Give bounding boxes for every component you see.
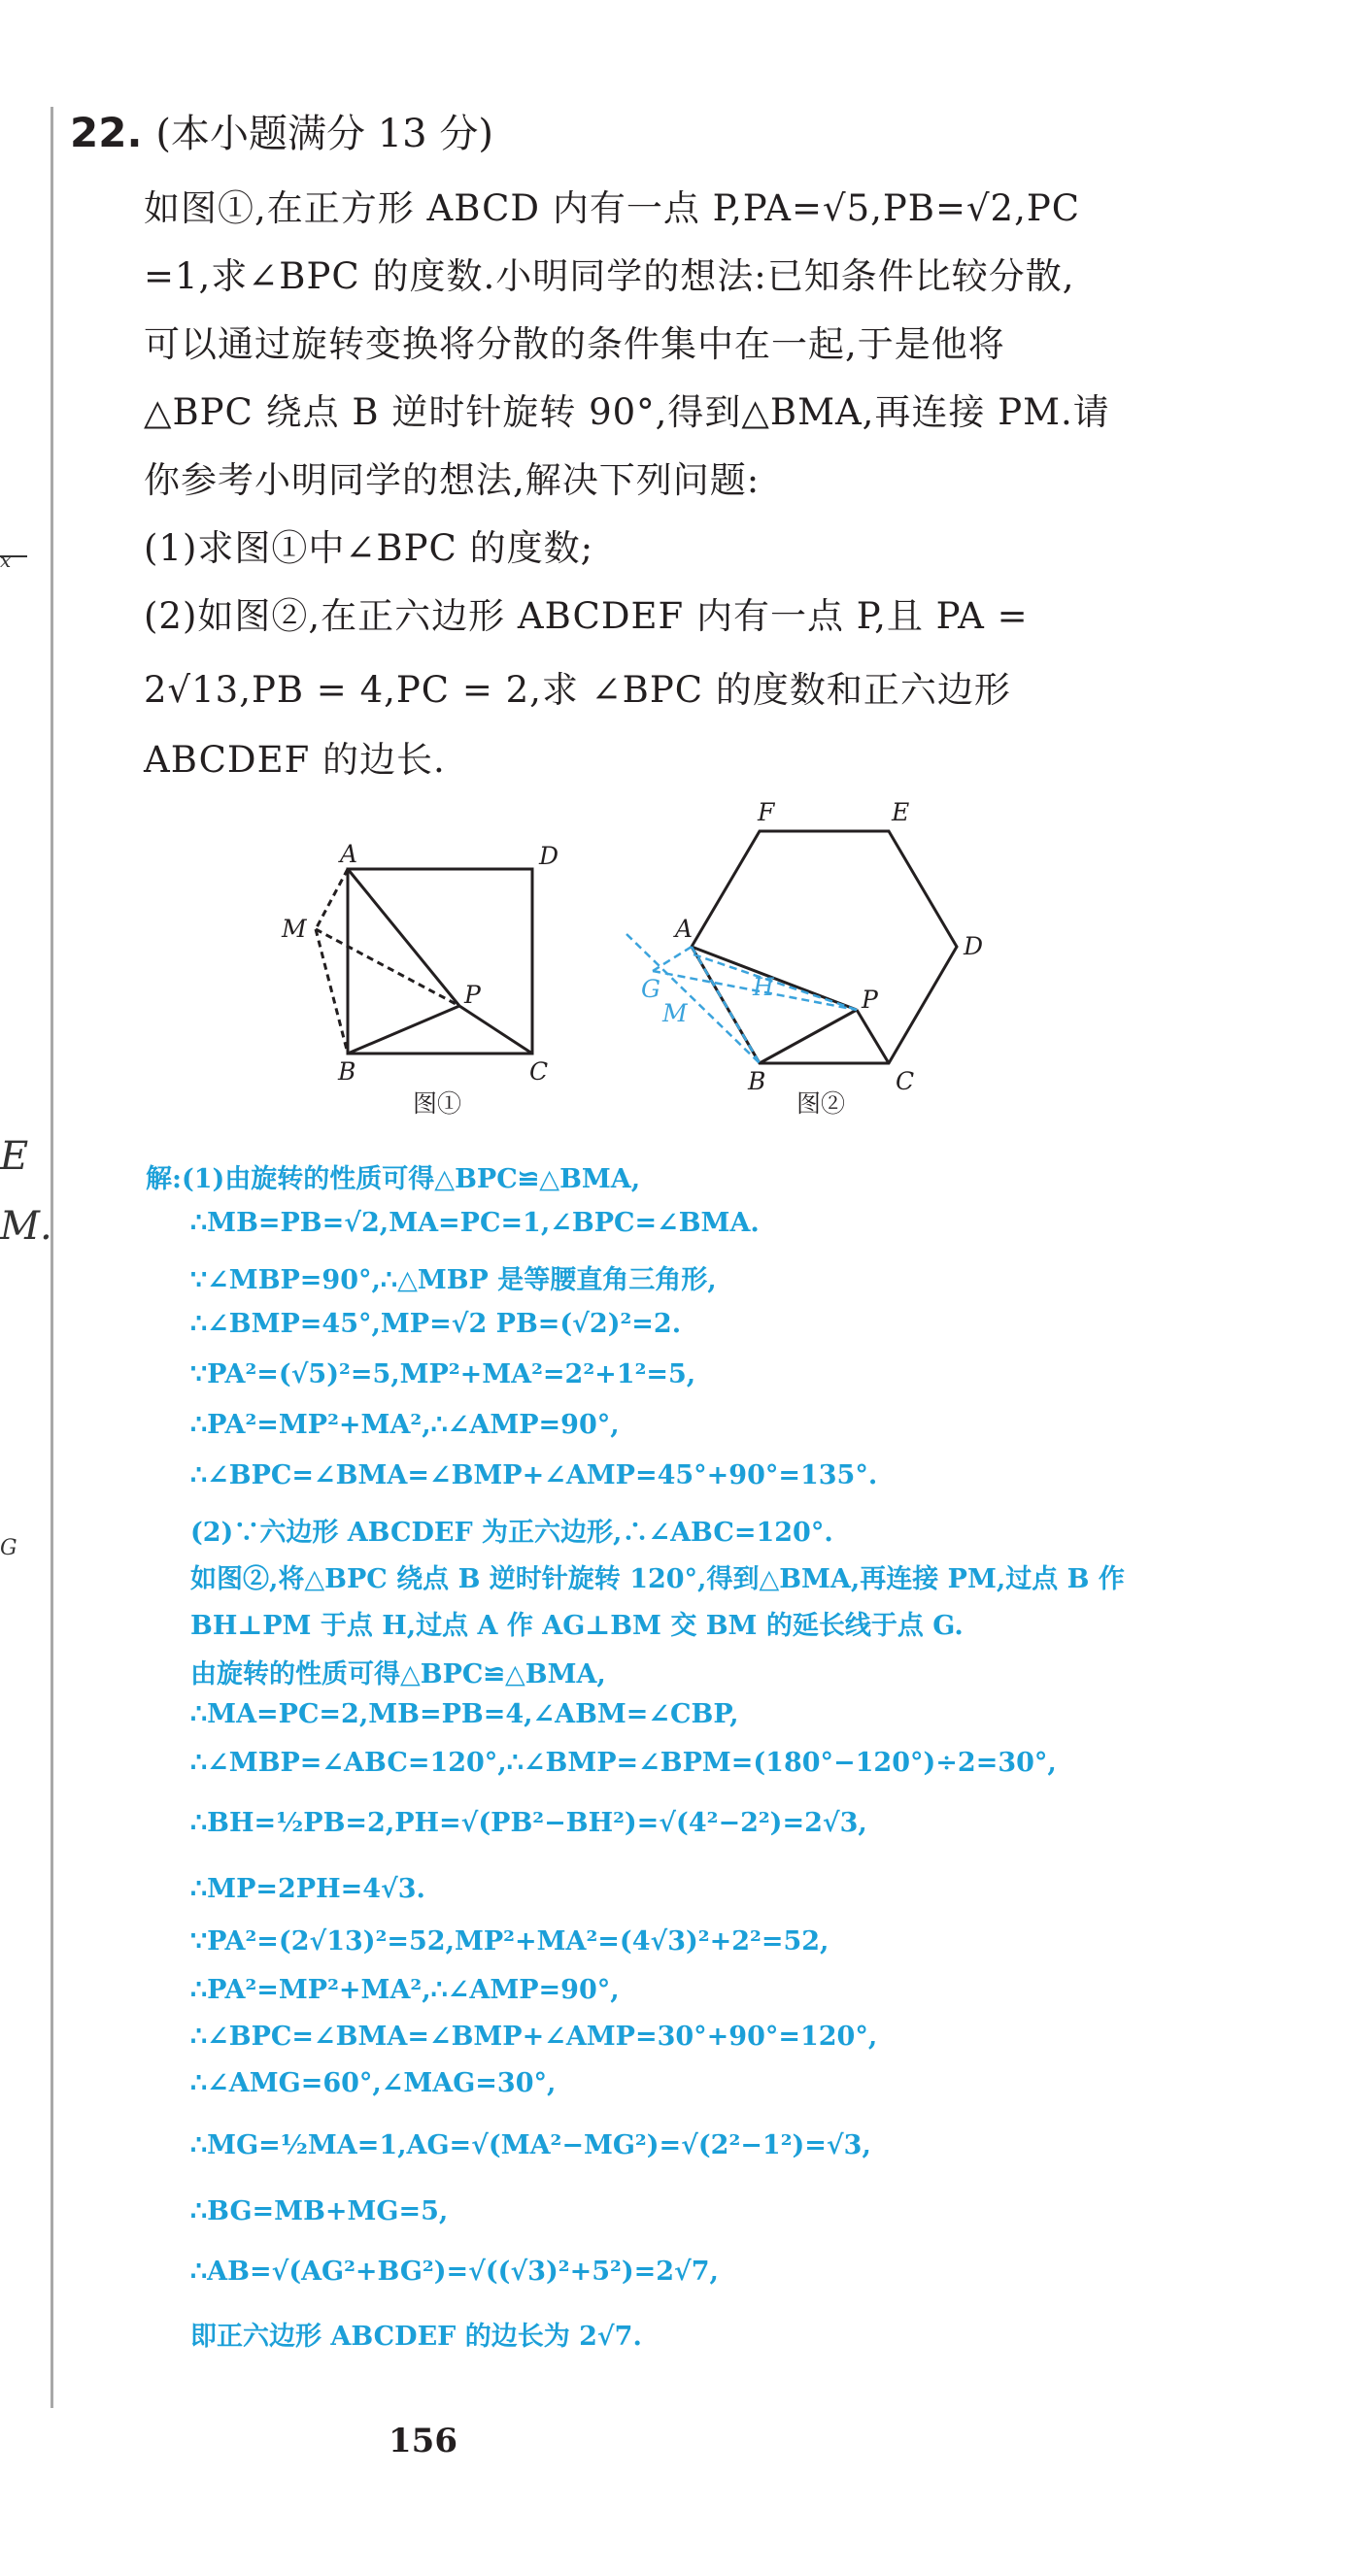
fig1-label-a: A	[340, 840, 358, 868]
question-line: 可以通过旋转变换将分散的条件集中在一起,于是他将	[144, 323, 1005, 365]
edge-fragment-g: G	[0, 1536, 17, 1560]
figure-1-square	[316, 869, 532, 1054]
margin-rule	[51, 107, 53, 2408]
solution-line: ∴MG=½MA=1,AG=√(MA²−MG²)=√(2²−1²)=√3,	[190, 2130, 871, 2160]
question-score-note: (本小题满分 13 分)	[155, 112, 493, 156]
solution-line: ∴MP=2PH=4√3.	[190, 1874, 425, 1904]
fig1-label-b: B	[338, 1057, 356, 1086]
solution-line: BH⊥PM 于点 H,过点 A 作 AG⊥BM 交 BM 的延长线于点 G.	[190, 1611, 964, 1641]
solution-line: ∴∠MBP=∠ABC=120°,∴∠BMP=∠BPM=(180°−120°)÷2=30°,	[190, 1748, 1057, 1778]
fig2-label-m: M	[662, 999, 688, 1027]
geometry-figures	[262, 777, 1020, 1126]
solution-line: ∴∠BPC=∠BMA=∠BMP+∠AMP=45°+90°=135°.	[190, 1460, 878, 1490]
fig2-label-c: C	[896, 1067, 915, 1095]
fig2-label-p: P	[862, 986, 878, 1014]
question-line: 如图①,在正方形 ABCD 内有一点 P,PA=√5,PB=√2,PC	[144, 187, 1081, 229]
solution-line: ∴BH=½PB=2,PH=√(PB²−BH²)=√(4²−2²)=2√3,	[190, 1808, 867, 1838]
fig2-label-h: H	[753, 973, 774, 1001]
solution-line: ∴BG=MB+MG=5,	[190, 2196, 449, 2226]
fig1-caption: 图①	[413, 1089, 462, 1118]
fig2-caption: 图②	[796, 1089, 846, 1118]
solution-line: ∵PA²=(√5)²=5,MP²+MA²=2²+1²=5,	[190, 1359, 696, 1389]
edge-fragment-x: x	[0, 549, 12, 572]
solution-line: ∴MA=PC=2,MB=PB=4,∠ABM=∠CBP,	[190, 1699, 739, 1729]
solution-line: ∴∠BMP=45°,MP=√2 PB=(√2)²=2.	[190, 1309, 682, 1339]
solution-line: ∴∠BPC=∠BMA=∠BMP+∠AMP=30°+90°=120°,	[190, 2022, 878, 2052]
fig2-label-e: E	[892, 798, 910, 826]
question-line: △BPC 绕点 B 逆时针旋转 90°,得到△BMA,再连接 PM.请	[144, 391, 1110, 433]
fig1-label-p: P	[464, 981, 481, 1009]
edge-fragment-m: M.	[0, 1204, 52, 1249]
solution-line: ∵∠MBP=90°,∴△MBP 是等腰直角三角形,	[190, 1265, 717, 1295]
question-line: ABCDEF 的边长.	[144, 739, 446, 781]
solution-line: 解:(1)由旋转的性质可得△BPC≌△BMA,	[146, 1164, 641, 1194]
question-line: (1)求图①中∠BPC 的度数;	[144, 527, 594, 569]
solution-line: ∴PA²=MP²+MA²,∴∠AMP=90°,	[190, 1975, 620, 2005]
question-heading	[70, 103, 493, 158]
fig2-label-d: D	[964, 932, 984, 960]
fig2-label-g: G	[641, 975, 660, 1003]
question-line: (2)如图②,在正六边形 ABCDEF 内有一点 P,且 PA =	[144, 595, 1029, 637]
question-line: 你参考小明同学的想法,解决下列问题:	[144, 459, 761, 501]
question-number: 22.	[70, 109, 143, 156]
solution-line: 即正六边形 ABCDEF 的边长为 2√7.	[190, 2322, 642, 2352]
solution-line: ∴PA²=MP²+MA²,∴∠AMP=90°,	[190, 1410, 620, 1440]
question-line: =1,求∠BPC 的度数.小明同学的想法:已知条件比较分散,	[144, 255, 1075, 297]
question-line: 2√13,PB = 4,PC = 2,求 ∠BPC 的度数和正六边形	[144, 669, 1011, 711]
fig2-label-a: A	[675, 915, 694, 943]
page-number: 156	[389, 2422, 457, 2460]
figure-2-construction	[626, 934, 857, 1063]
edge-fragment-e: E	[0, 1134, 29, 1179]
solution-line: 如图②,将△BPC 绕点 B 逆时针旋转 120°,得到△BMA,再连接 PM,过点 B 作	[190, 1564, 1125, 1594]
fig2-label-f: F	[758, 798, 775, 826]
solution-line: ∴∠AMG=60°,∠MAG=30°,	[190, 2068, 557, 2098]
solution-line: (2)∵六边形 ABCDEF 为正六边形,∴∠ABC=120°.	[190, 1518, 833, 1548]
fig1-label-c: C	[529, 1057, 549, 1086]
fig1-label-m: M	[282, 915, 307, 943]
fig1-label-d: D	[539, 842, 559, 870]
figure-2-hexagon	[692, 831, 957, 1063]
solution-line: ∴MB=PB=√2,MA=PC=1,∠BPC=∠BMA.	[190, 1208, 760, 1238]
fig2-label-b: B	[748, 1067, 766, 1095]
solution-line: 由旋转的性质可得△BPC≌△BMA,	[190, 1659, 606, 1689]
solution-line: ∴AB=√(AG²+BG²)=√((√3)²+5²)=2√7,	[190, 2257, 719, 2287]
solution-line: ∵PA²=(2√13)²=52,MP²+MA²=(4√3)²+2²=52,	[190, 1926, 829, 1957]
